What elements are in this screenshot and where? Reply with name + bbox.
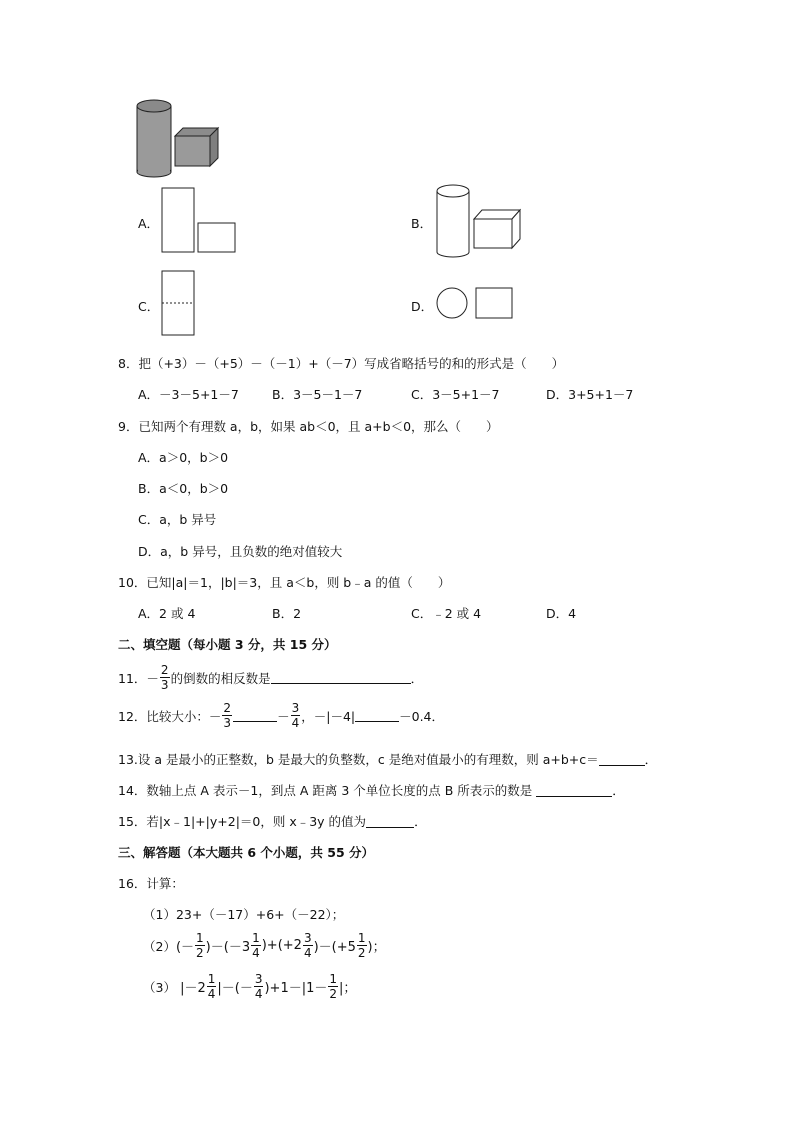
q9-option-b: B．a＜0，b＞0 — [138, 481, 229, 496]
q8-option-a: A．－3－5+1－7 — [138, 387, 239, 402]
q10-option-c: C．﹣2 或 4 — [411, 606, 482, 621]
q7-option-a-figure — [160, 186, 240, 256]
q13 — [118, 750, 657, 768]
q13-answer-blank[interactable] — [599, 753, 645, 766]
q9-stem: 9．已知两个有理数 a，b，如果 ab＜0，且 a+b＜0，那么（ ） — [118, 419, 499, 434]
q8-stem: 8．把（+3）－（+5）－（－1）+（－7）写成省略括号的和的形式是（ ） — [118, 356, 565, 371]
q9-option-d: D．a，b 异号，且负数的绝对值较大 — [138, 544, 343, 559]
q8-option-d: D．3+5+1－7 — [546, 387, 634, 402]
q12-b-denominator: 4 — [291, 716, 300, 730]
q7-option-c-label: C． — [138, 299, 160, 314]
q12-b-fraction — [291, 702, 301, 729]
q11-fraction — [160, 664, 170, 691]
q9-option-c: C．a，b 异号 — [138, 512, 217, 527]
q7-option-d-figure — [434, 285, 518, 323]
q12-a-sign: － — [208, 708, 222, 724]
q14-answer-blank[interactable] — [536, 784, 612, 797]
q16-part-2: （2） (－ $\frac{1}{2}$ )－(－3 $\frac{1}{4}$ )+(+2 $\frac{3}{4}$ )－(+5 $\frac{1}{2}$ )； — [143, 931, 386, 960]
q12-b-numerator: 3 — [291, 701, 300, 715]
q11-end: ． — [410, 670, 424, 686]
q12-prefix: 12．比较大小： — [118, 708, 209, 724]
q15-answer-blank[interactable] — [366, 815, 414, 828]
q12-a-denominator: 3 — [223, 716, 232, 730]
q11 — [118, 664, 423, 691]
q10-option-d: D．4 — [546, 606, 577, 621]
q12 — [118, 702, 444, 729]
q15-text: 15．若|x﹣1|+|y+2|＝0，则 x﹣3y 的值为 — [118, 814, 367, 829]
q8-option-c: C．3－5+1－7 — [411, 387, 500, 402]
q13-end: ． — [644, 752, 658, 767]
q7-option-b-label: B． — [411, 216, 433, 231]
q10-option-a: A．2 或 4 — [138, 606, 196, 621]
q16-part-2-label: （2） — [143, 938, 176, 954]
q7-given-solid — [130, 96, 230, 178]
q11-sign: － — [146, 670, 159, 686]
q14 — [118, 781, 625, 799]
q16-part-3-label: （3） — [143, 979, 176, 995]
q15-end: ． — [414, 814, 427, 829]
q12-blank-1[interactable] — [233, 709, 277, 722]
q16-part-3: （3） |－2 $\frac{1}{4}$ |－(－ $\frac{3}{4}$ )+1－|1－ $\frac{1}{2}$ |； — [143, 972, 357, 1001]
q7-option-d-label: D． — [411, 299, 434, 314]
q11-text: 的倒数的相反数是 — [170, 670, 271, 686]
q8-option-b: B．3－5－1－7 — [272, 387, 363, 402]
q11-fraction-denominator: 3 — [160, 678, 169, 692]
section-solve-heading: 三、解答题（本大题共 6 个小题，共 55 分） — [118, 845, 375, 860]
q16-part-1: （1）23+（－17）+6+（－22）； — [143, 907, 345, 922]
q12-a-fraction — [222, 702, 232, 729]
q14-text: 14．数轴上点 A 表示－1，到点 A 距离 3 个单位长度的点 B 所表示的数是 — [118, 783, 533, 798]
q12-a-numerator: 2 — [223, 701, 232, 715]
q12-d: －0.4 — [399, 708, 432, 724]
q12-c: －|－4| — [313, 708, 356, 724]
q11-answer-blank[interactable] — [271, 671, 411, 684]
q13-text: 13.设 a 是最小的正整数，b 是最大的负整数，c 是绝对值最小的有理数，则 a+b+c＝ — [118, 752, 599, 767]
q14-end: ． — [612, 783, 625, 798]
q16-stem: 16．计算： — [118, 876, 184, 891]
q11-fraction-numerator: 2 — [160, 663, 169, 677]
q12-mid: ， — [301, 708, 314, 724]
q7-option-b-figure — [434, 181, 526, 261]
q11-number: 11． — [118, 670, 147, 686]
q12-b-sign: － — [277, 708, 290, 724]
section-fill-in-heading: 二、填空题（每小题 3 分，共 15 分） — [118, 637, 337, 652]
q7-option-a-label: A． — [138, 216, 160, 231]
q7-option-c-figure — [160, 269, 200, 339]
q12-end: ． — [431, 708, 445, 724]
q10-option-b: B．2 — [272, 606, 302, 621]
q10-stem: 10．已知|a|＝1，|b|＝3，且 a＜b，则 b﹣a 的值（ ） — [118, 575, 451, 590]
q9-option-a: A．a＞0，b＞0 — [138, 450, 229, 465]
q12-blank-2[interactable] — [355, 709, 399, 722]
q15 — [118, 812, 427, 830]
